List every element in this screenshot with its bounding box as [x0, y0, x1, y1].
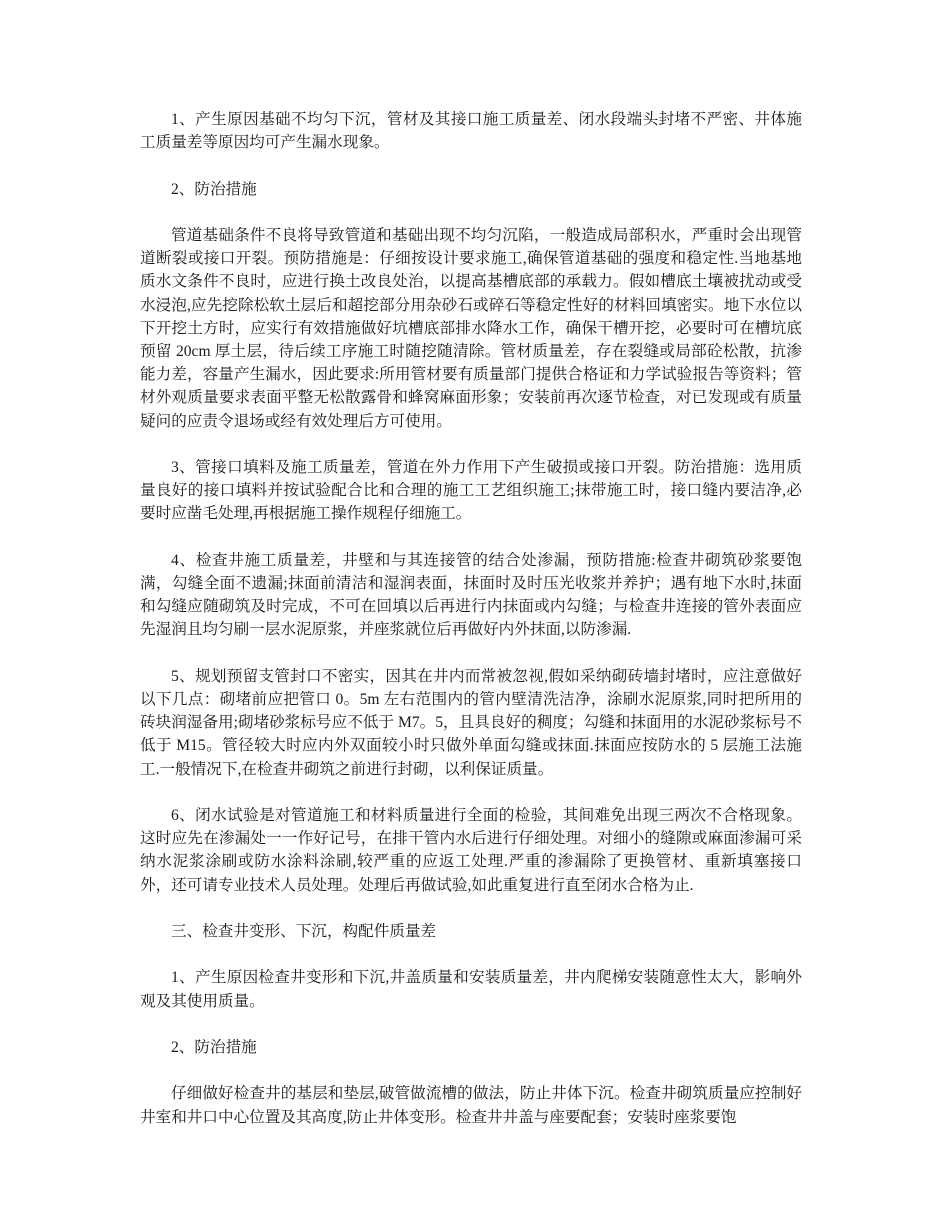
- paragraph-branch-pipe-sealing: 5、规划预留支管封口不密实，因其在井内而常被忽视,假如采纳砌砖墙封堵时，应注意做好以下几点：砌堵前应把管口 0。5m 左右范围内的管内壁清洗洁净，涂刷水泥原浆,同时把所用的砖块润湿备用;砌堵砂浆标号应不低于 M7。5，且具良好的稠度；勾缝和抹面用的水泥砂浆标号不低于 M15。管径较大时应内外双面较小时只做外单面勾缝或抹面.抹面应按防水的 5 层施工法施工.一般情况下,在检查井砌筑之前进行封砌，以利保证质量。: [140, 667, 802, 778]
- paragraph-deformation-cause: 1、产生原因检查井变形和下沉,井盖质量和安装质量差，井内爬梯安装随意性太大，影响外观及其使用质量。: [140, 969, 802, 1010]
- paragraph-leak-cause: 1、产生原因基础不均匀下沉，管材及其接口施工质量差、闭水段端头封堵不严密、井体施工质量差等原因均可产生漏水现象。: [140, 111, 802, 152]
- heading-prevention-measures-2: 2、防治措施: [171, 1038, 257, 1056]
- section-heading-well-deformation: 三、检查井变形、下沉，构配件质量差: [171, 923, 437, 940]
- document-page: [140, 108, 802, 1152]
- paragraph-joint-filler: 3、管接口填料及施工质量差，管道在外力作用下产生破损或接口开裂。防治措施：选用质量良好的接口填料并按试验配合比和合理的施工工艺组织施工;抹带施工时，接口缝内要洁净,必要时应凿毛处理,再根据施工操作规程仔细施工。: [140, 459, 802, 523]
- paragraph-inspection-well-quality: 4、检查井施工质量差，井壁和与其连接管的结合处渗漏，预防措施:检查井砌筑砂浆要饱满，勾缝全面不遗漏;抹面前清洁和湿润表面，抹面时及时压光收浆并养护；遇有地下水时,抹面和勾缝应随砌筑及时完成，不可在回填以后再进行内抹面或内勾缝；与检查井连接的管外表面应先湿润且均匀刷一层水泥原浆，并座浆就位后再做好内外抹面,以防渗漏.: [140, 551, 802, 639]
- paragraph-well-base: 仔细做好检查井的基层和垫层,破管做流槽的做法，防止井体下沉。检查井砌筑质量应控制好井室和井口中心位置及其高度,防止井体变形。检查井井盖与座要配套；安装时座浆要饱: [140, 1085, 802, 1126]
- heading-prevention-measures: 2、防治措施: [171, 180, 257, 198]
- paragraph-closed-water-test: 6、闭水试验是对管道施工和材料质量进行全面的检验，其间难免出现三两次不合格现象。这时应先在渗漏处一一作好记号，在排干管内水后进行仔细处理。对细小的缝隙或麻面渗漏可采纳水泥浆涂刷或防水涂料涂刷,较严重的应返工处理.严重的渗漏除了更换管材、重新填塞接口外，还可请专业技术人员处理。处理后再做试验,如此重复进行直至闭水合格为止.: [140, 807, 802, 894]
- paragraph-pipe-foundation: 管道基础条件不良将导致管道和基础出现不均匀沉陷，一般造成局部积水，严重时会出现管道断裂或接口开裂。预防措施是：仔细按设计要求施工,确保管道基础的强度和稳定性.当地基地质水文条件不良时，应进行换土改良处治，以提高基槽底部的承载力。假如槽底土壤被扰动或受水浸泡,应先挖除松软土层后和超挖部分用杂砂石或碎石等稳定性好的材料回填密实。地下水位以下开挖土方时，应实行有效措施做好坑槽底部排水降水工作，确保干槽开挖，必要时可在槽坑底预留 20cm 厚土层，待后续工序施工时随挖随清除。管材质量差，存在裂缝或局部砼松散，抗渗能力差，容量产生漏水，因此要求:所用管材要有质量部门提供合格证和力学试验报告等资料；管材外观质量要求表面平整无松散露骨和蜂窝麻面形象；安装前再次逐节检查，对已发现或有质量疑问的应责令退场或经有效处理后方可使用。: [140, 226, 802, 430]
